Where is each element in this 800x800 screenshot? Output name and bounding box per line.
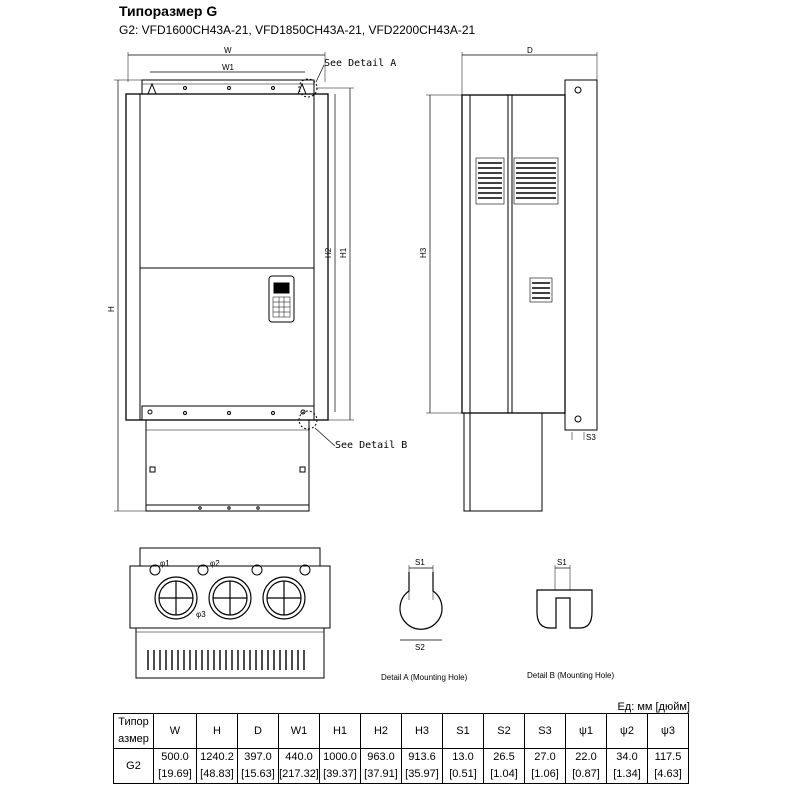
dim-h-label: H [107, 306, 116, 312]
value-cell: 27.0 [1.06] [525, 749, 566, 784]
value-cell: 13.0 [0.51] [443, 749, 484, 784]
detail-a-s2-label: S2 [415, 643, 425, 652]
dim-h2-label: H2 [324, 247, 333, 258]
dim-s3-label: S3 [586, 433, 596, 442]
value-cell: 22.0 [0.87] [566, 749, 607, 784]
detail-b-caption: Detail B (Mounting Hole) [527, 671, 615, 680]
col-header: ψ2 [607, 714, 648, 749]
bottom-view [130, 548, 330, 678]
col-header: D [238, 714, 279, 749]
see-detail-b-label: See Detail B [335, 440, 408, 451]
dim-w-label: W [224, 46, 232, 55]
value-cell: 34.0 [1.34] [607, 749, 648, 784]
phi1-label: φ1 [160, 559, 170, 568]
col-header: S1 [443, 714, 484, 749]
col-header: H1 [320, 714, 361, 749]
dim-w1-label: W1 [222, 63, 234, 72]
dim-d-label: D [527, 46, 533, 55]
units-note: Ед: мм [дюйм] [617, 701, 690, 713]
frame-cell: G2 [114, 749, 154, 784]
value-cell: 26.5 [1.04] [484, 749, 525, 784]
value-cell: 913.6 [35.97] [402, 749, 443, 784]
detail-b-s1-label: S1 [557, 558, 567, 567]
value-cell: 440.0 [217.32] [279, 749, 320, 784]
col-header: W1 [279, 714, 320, 749]
model-list: G2: VFD1600CH43A-21, VFD1850CH43A-21, VFD2200CH43A-21 [119, 23, 476, 37]
dim-h3-label: H3 [419, 247, 428, 258]
table-corner-cell [114, 714, 154, 749]
front-view [107, 46, 407, 511]
value-cell: 117.5 [4.63] [648, 749, 689, 784]
value-cell: 397.0 [15.63] [238, 749, 279, 784]
col-header: S3 [525, 714, 566, 749]
detail-a-drawing [381, 558, 468, 682]
corner-bottom: азмер [118, 733, 149, 745]
detail-b-drawing [527, 558, 614, 680]
value-cell: 500.0 [19.69] [154, 749, 197, 784]
page-title: Типоразмер G [119, 3, 218, 19]
col-header: ψ3 [648, 714, 689, 749]
see-detail-a-label: See Detail A [324, 58, 397, 69]
detail-a-caption: Detail A (Mounting Hole) [381, 673, 468, 682]
phi2-label: φ2 [210, 559, 220, 568]
col-header: H [197, 714, 238, 749]
col-header: ψ1 [566, 714, 607, 749]
value-cell: 1000.0 [39.37] [320, 749, 361, 784]
value-cell: 963.0 [37.91] [361, 749, 402, 784]
value-cell: 1240.2 [48.83] [197, 749, 238, 784]
phi3-label: φ3 [196, 610, 206, 619]
col-header: S2 [484, 714, 525, 749]
corner-top: Типор [118, 716, 149, 728]
col-header: W [154, 714, 197, 749]
detail-a-s1-label: S1 [415, 558, 425, 567]
table-row [114, 749, 689, 784]
dimension-table [113, 713, 689, 784]
col-header: H2 [361, 714, 402, 749]
side-view [419, 46, 597, 511]
dim-h1-label: H1 [339, 247, 348, 258]
col-header: H3 [402, 714, 443, 749]
